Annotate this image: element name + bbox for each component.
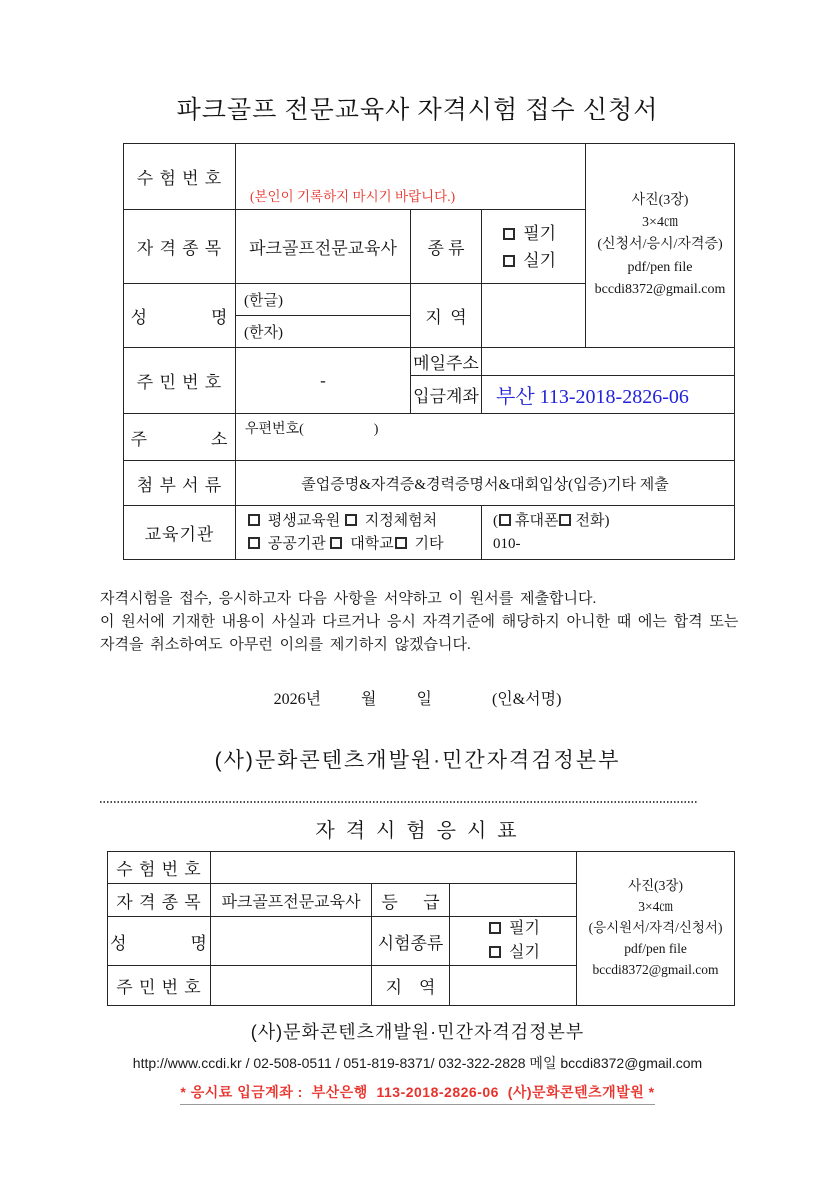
- photo-line: 사진(3장): [628, 878, 683, 894]
- checkbox-written[interactable]: 필기: [502, 220, 585, 247]
- checkbox-practical[interactable]: 실기: [502, 247, 585, 274]
- field-exam-number[interactable]: [236, 144, 586, 210]
- field-name-hanja[interactable]: (한자): [236, 316, 411, 348]
- label-resident-number: 주 민 번 호: [124, 348, 236, 414]
- label-name: 성 명: [124, 284, 236, 348]
- field-resident-number[interactable]: -: [236, 348, 411, 414]
- checkbox-icon[interactable]: [503, 255, 515, 267]
- phone-number-prefix[interactable]: 010-: [493, 535, 521, 552]
- photo-line: 3×4㎝: [642, 214, 678, 230]
- photo-line: 3×4㎝: [638, 899, 673, 915]
- date-signature-line: 2026년 월 일 (인&서명): [273, 691, 562, 708]
- label-attachments: 첨 부 서 류: [124, 461, 236, 506]
- checkbox-icon[interactable]: [248, 537, 260, 549]
- label-kind: 종 류: [411, 210, 482, 284]
- field-exam-kind: [450, 917, 577, 966]
- cut-divider-line: [100, 801, 697, 803]
- checkbox-icon[interactable]: [395, 537, 407, 549]
- photo-line: pdf/pen file: [627, 259, 693, 275]
- photo-line: (신청서/응시/자격증): [597, 237, 723, 253]
- photo-line: 사진(3장): [631, 192, 689, 208]
- photo-line: pdf/pen file: [624, 940, 687, 956]
- checkbox-icon[interactable]: [489, 946, 501, 958]
- label-email: 메일주소: [411, 348, 482, 376]
- field-region-2[interactable]: [450, 966, 577, 1006]
- value-attachments: 졸업증명&자격증&경력증명서&대회입상(입증)기타 제출: [236, 461, 735, 506]
- exam-slip-table: [107, 851, 735, 1006]
- label-name-2: 성 명: [108, 917, 211, 966]
- label-exam-number-2: 수 험 번 호: [108, 852, 211, 884]
- photo-box-2: [577, 852, 735, 1006]
- checkbox-icon[interactable]: [248, 514, 260, 526]
- checkbox-icon[interactable]: [345, 514, 357, 526]
- checkbox-icon[interactable]: [499, 514, 511, 526]
- photo-email: bccdi8372@gmail.com: [592, 961, 719, 977]
- checkbox-icon[interactable]: [559, 514, 571, 526]
- field-exam-number-2[interactable]: [211, 852, 577, 884]
- pledge-line: 자격을 취소하여도 아무런 이의를 제기하지 않겠습니다.: [100, 637, 471, 653]
- label-deposit-account: 입금계좌: [411, 376, 482, 414]
- pledge-paragraph: [100, 588, 835, 657]
- field-phone: [482, 506, 735, 560]
- label-cert-type: 자 격 종 목: [124, 210, 236, 284]
- checkbox-icon[interactable]: [489, 922, 501, 934]
- checkbox-phone-type[interactable]: ( 휴대폰 전화): [493, 512, 610, 529]
- label-resident-number-2: 주 민 번 호: [108, 966, 211, 1006]
- label-education-org: 교육기관: [124, 506, 236, 560]
- checkbox-education-options-2[interactable]: 공공기관 대학교 기타: [247, 533, 481, 556]
- exam-slip-title: 자 격 시 험 응 시 표: [315, 820, 520, 842]
- value-cert-type: 파크골프전문교육사: [236, 210, 411, 284]
- checkbox-practical-2[interactable]: 실기: [488, 941, 576, 965]
- footer-organization-name: (사)문화콘텐츠개발원·민간자격검정본부: [250, 1022, 585, 1042]
- form-title: 파크골프 전문교육사 자격시험 접수 신청서: [176, 97, 659, 124]
- photo-email: bccdi8372@gmail.com: [594, 282, 726, 298]
- photo-line: (응시원서/자격/신청서): [588, 920, 723, 936]
- fee-notice-text: * 응시료 입금계좌 : 부산은행 113-2018-2826-06 (사)문화콘텐츠개발원 *: [180, 1082, 654, 1105]
- label-exam-number: 수 험 번 호: [124, 144, 236, 210]
- footer-fee-notice: [0, 1082, 835, 1105]
- organization-name: (사)문화콘텐츠개발원·민간자격검정본부: [214, 749, 621, 772]
- value-deposit-account: 부산 113-2018-2826-06: [482, 376, 735, 414]
- label-cert-type-2: 자 격 종 목: [108, 884, 211, 917]
- field-name-2[interactable]: [211, 917, 372, 966]
- field-email[interactable]: [482, 348, 735, 376]
- field-region[interactable]: [482, 284, 586, 348]
- footer-contact-info: http://www.ccdi.kr / 02-508-0511 / 051-819-8371/ 032-322-2828 메일 bccdi8372@gmail.com: [132, 1055, 703, 1071]
- field-grade[interactable]: [450, 884, 577, 917]
- field-address[interactable]: 우편번호( ): [236, 414, 735, 461]
- label-region-2: 지 역: [372, 966, 450, 1006]
- checkbox-written-2[interactable]: 필기: [488, 917, 576, 941]
- pledge-line: 자격시험을 접수, 응시하고자 다음 사항을 서약하고 이 원서를 제출합니다.: [100, 591, 597, 607]
- application-table: [123, 143, 735, 560]
- label-grade: 등 급: [372, 884, 450, 917]
- value-cert-type-2: 파크골프전문교육사: [211, 884, 372, 917]
- label-address: 주 소: [124, 414, 236, 461]
- field-resident-number-2[interactable]: [211, 966, 372, 1006]
- label-exam-kind: 시험종류: [372, 917, 450, 966]
- label-region: 지 역: [411, 284, 482, 348]
- field-education-org: [236, 506, 482, 560]
- checkbox-icon[interactable]: [503, 228, 515, 240]
- photo-box: [586, 144, 735, 348]
- field-kind: [482, 210, 586, 284]
- exam-number-note: (본인이 기록하지 마시기 바랍니다.): [250, 189, 456, 204]
- pledge-line: 이 원서에 기재한 내용이 사실과 다르거나 응시 자격기준에 해당하지 아니한 때 에는 합격 또는: [100, 614, 739, 630]
- field-name-hangul[interactable]: (한글): [236, 284, 411, 316]
- checkbox-education-options-1[interactable]: 평생교육원 지정체험처: [247, 510, 481, 533]
- checkbox-icon[interactable]: [330, 537, 342, 549]
